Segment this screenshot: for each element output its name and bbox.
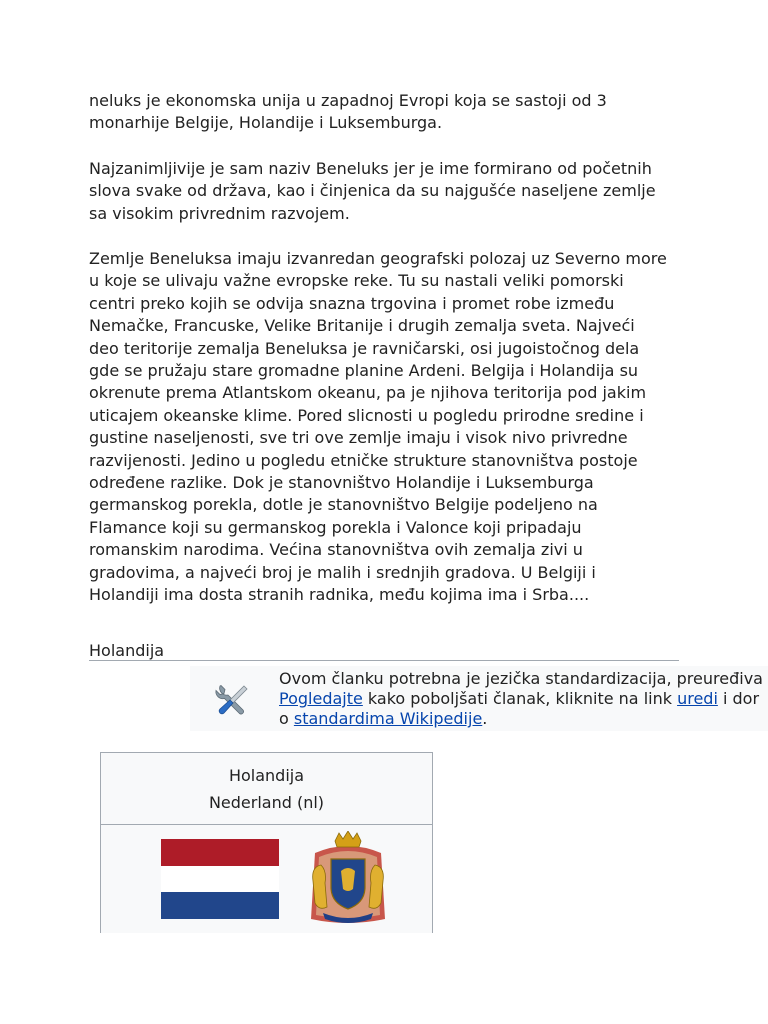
- text-line: razvijenosti. Jedino u pogledu etničke strukture stanovništva postoje: [89, 450, 638, 470]
- infobox-subtitle: Nederland (nl): [208, 793, 325, 812]
- wrench-screwdriver-icon: [214, 682, 250, 718]
- text-line: Holandiji ima dosta stranih radnika, među kojima ima i Srba....: [89, 585, 590, 605]
- infobox-title: Holandija: [228, 766, 305, 785]
- text-line: Zemlje Beneluksa imaju izvanredan geografski polozaj uz Severno more: [89, 249, 667, 268]
- text-line: neluks je ekonomska unija u zapadnoj Evropi koja se sastoji od 3: [89, 91, 607, 110]
- text-line: gustine naseljenosti, sve tri ove zemlje imaju i visok nivo privredne: [89, 428, 628, 448]
- text-line: sa visokim privrednim razvojem.: [89, 203, 350, 223]
- notice-line: Ovom članku potrebna je jezička standardizacija, preuređiva: [279, 669, 763, 688]
- text-line: centri preko kojih se odvija snazna trgovina i promet robe između: [89, 293, 615, 313]
- text-line: gde se pružaju stare gromadne planine Ardeni. Belgija i Holandija su: [89, 361, 639, 381]
- uredi-link[interactable]: uredi: [677, 689, 718, 708]
- text-line: germanskog porekla, dotle je stanovništvo Belgije podeljeno na: [89, 495, 598, 515]
- notice-line: [279, 689, 763, 709]
- text-line: slova svake od država, kao i činjenica da su najgušće naseljene zemlje: [89, 181, 656, 201]
- country-infobox: [100, 752, 433, 933]
- text-line: Nemačke, Francuske, Velike Britanije i drugih zemalja sveta. Najveći: [89, 316, 635, 336]
- notice-line: [279, 709, 763, 729]
- flag-stripe-white: [161, 866, 279, 893]
- text-line: gradovima, a najveći broj je malih i srednjih gradova. U Belgiji i: [89, 562, 596, 582]
- infobox-header: [101, 753, 432, 825]
- paragraph-name-origin: [89, 158, 689, 225]
- notice-fragment: i dor: [717, 689, 760, 708]
- notice-fragment: .: [482, 709, 488, 728]
- paragraph-geography: [89, 248, 689, 607]
- coat-of-arms-icon[interactable]: [305, 831, 391, 927]
- notice-fragment: o: [279, 709, 294, 728]
- pogledajte-link[interactable]: Pogledajte: [279, 689, 363, 708]
- text-line: određene razlike. Dok je stanovništvo Holandije i Luksemburga: [89, 473, 594, 493]
- text-line: Najzanimljivije je sam naziv Beneluks jer je ime formirano od početnih: [89, 159, 652, 178]
- section-heading-holandija: Holandija: [89, 640, 679, 661]
- text-line: okrenute prema Atlantskom okeanu, pa je njihova teritorija pod jakim: [89, 383, 647, 403]
- notice-text: [279, 669, 763, 729]
- flag-stripe-blue: [161, 892, 279, 919]
- paragraph-intro: [89, 90, 689, 135]
- notice-fragment: kako poboljšati članak, kliknite na link: [362, 689, 678, 708]
- text-line: u koje se ulivaju važne evropske reke. Tu su nastali veliki pomorski: [89, 271, 624, 291]
- text-line: romanskim narodima. Većina stanovništva ovih zemalja zivi u: [89, 540, 583, 560]
- text-line: uticajem okeanske klime. Pored slicnosti u pogledu prirodne sredine i: [89, 405, 644, 425]
- cleanup-notice-box: [190, 666, 768, 731]
- netherlands-flag-image[interactable]: [161, 839, 279, 919]
- text-line: Flamance koji su germanskog porekla i Valonce koji pripadaju: [89, 517, 582, 537]
- text-line: deo teritorije zemalja Beneluksa je ravničarski, osi jugoistočnog dela: [89, 338, 640, 358]
- text-line: monarhije Belgije, Holandije i Luksemburga.: [89, 113, 443, 133]
- flag-stripe-red: [161, 839, 279, 866]
- standardi-wikipedije-link[interactable]: standardima Wikipedije: [293, 709, 483, 728]
